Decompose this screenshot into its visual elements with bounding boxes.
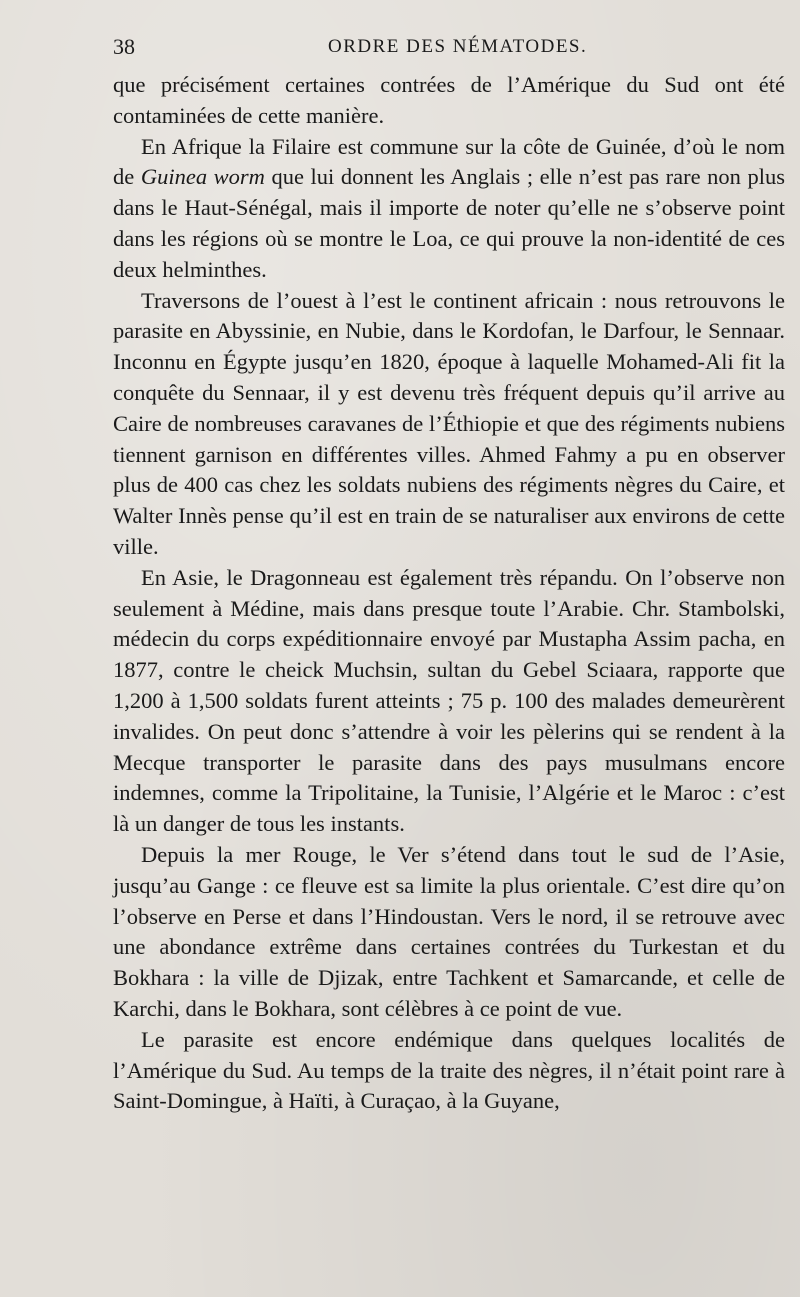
paragraph-3: Traversons de l’ouest à l’est le continent africain : nous retrouvons le parasite en Abyssinie, en Nubie, dans le Kordofan, le Darfour, le Sennaar. Inconnu en Égypte jusqu’en 1820, époque à laquelle Mohamed-Ali fit la conquête du Sennaar, il y est devenu très fréquent depuis qu’il arrive au Caire de nombreuses caravanes de l’Éthiopie et que des régiments nubiens tiennent garnison en différentes villes. Ahmed Fahmy a pu en observer plus de 400 cas chez les soldats nubiens des régiments nègres du Caire, et Walter Innès pense qu’il est en train de se naturaliser aux environs de cette ville. bbox=[113, 287, 785, 559]
running-title: ORDRE DES NÉMATODES. bbox=[328, 36, 588, 57]
paragraph-1: que précisément certaines contrées de l’Amérique du Sud ont été contaminées de cette manière. bbox=[113, 72, 785, 128]
paragraph-5: Depuis la mer Rouge, le Ver s’étend dans tout le sud de l’Asie, jusqu’au Gange : ce fleuve est sa limite la plus orientale. C’est dire qu’on l’observe en Perse et dans l’Hindoustan. Vers le nord, il se retrouve avec une abondance extrême dans certaines contrées du Turkestan et du Bokhara : la ville de Djizak, entre Tachkent et Samarcande, et celle de Karchi, dans le Bokhara, sont célèbres à ce point de vue. bbox=[113, 841, 785, 1021]
running-head bbox=[113, 34, 793, 64]
paragraph-2-text-start: En Afrique la Filaire est commune sur la côte de Guinée, d’où le nom de bbox=[113, 133, 785, 190]
paragraph-4: En Asie, le Dragonneau est également très répandu. On l’observe non seulement à Médine, mais dans presque toute l’Arabie. Chr. Stambolski, médecin du corps expéditionnaire envoyé par Mustapha Assim pacha, en 1877, contre le cheick Muchsin, sultan du Gebel Sciaara, rapporte que 1,200 à 1,500 soldats furent atteints ; 75 p. 100 des malades demeurèrent invalides. On peut donc s’attendre à voir les pèlerins qui se rendent à la Mecque transporter le parasite dans des pays musulmans encore indemnes, comme la Tripolitaine, la Tunisie, l’Algérie et le Maroc : c’est là un danger de tous les instants. bbox=[113, 564, 785, 837]
paragraph-6: Le parasite est encore endémique dans quelques localités de l’Amérique du Sud. Au temps de la traite des nègres, il n’était point rare à Saint-Domingue, à Haïti, à Curaçao, à la Guyane, bbox=[113, 1026, 785, 1114]
italic-term: Guinea worm bbox=[140, 164, 265, 190]
page-number: 38 bbox=[113, 34, 135, 59]
paragraph-2-text-end: que lui donnent les Anglais ; elle n’est pas rare non plus dans le Haut-Sénégal, mais il importe de noter qu’elle ne s’observe point dans les régions où se montre le Loa, ce qui prouve la non-identité de ces deux helminthes. bbox=[113, 164, 785, 282]
paragraph-2 bbox=[113, 132, 785, 286]
body-text bbox=[113, 70, 785, 1117]
